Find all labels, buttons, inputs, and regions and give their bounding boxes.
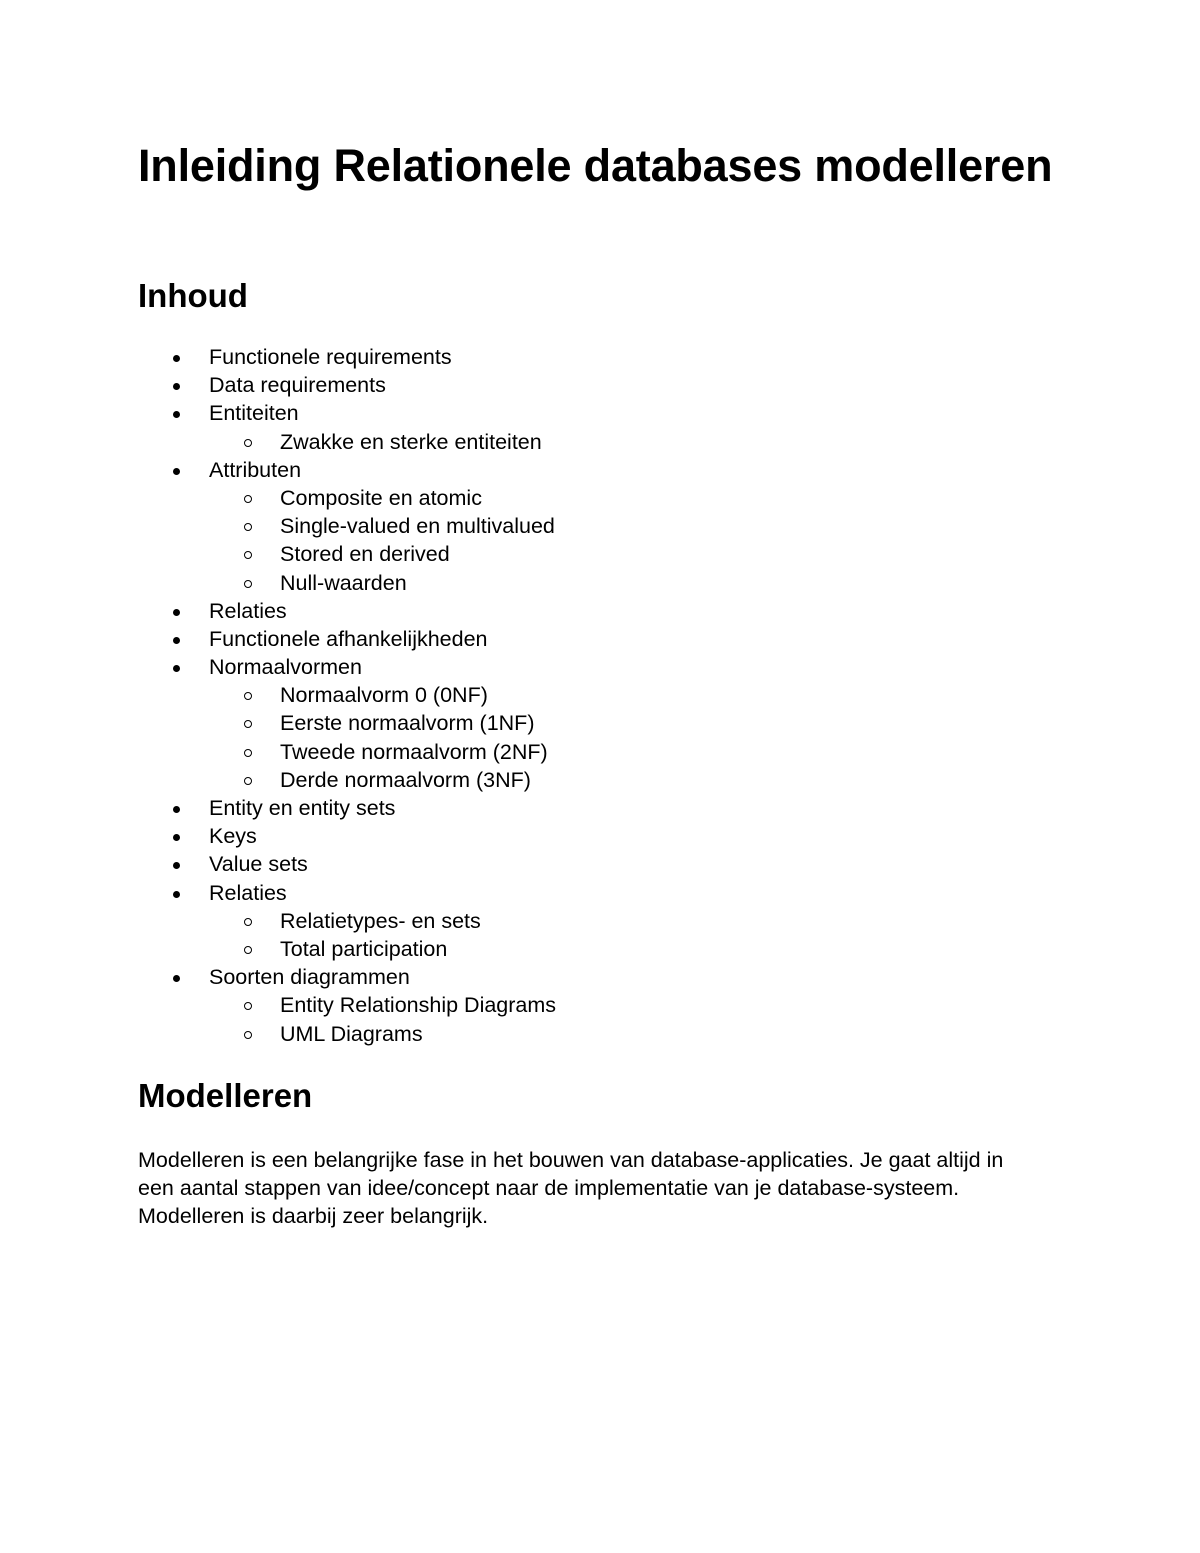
toc-item-text: Functionele requirements	[209, 345, 452, 369]
toc-item-text: UML Diagrams	[280, 1021, 423, 1046]
bullet-circle-icon	[244, 439, 252, 447]
toc-subitem	[138, 484, 556, 512]
toc-item-text: Normaalvormen	[209, 655, 362, 680]
toc-item-text: Relatietypes- en sets	[280, 908, 481, 933]
bullet-disc-icon	[173, 637, 180, 644]
toc-item-text: Entiteiten	[209, 401, 299, 426]
toc-item-text: Relaties	[209, 598, 287, 623]
bullet-circle-icon	[244, 495, 252, 503]
toc-item	[138, 963, 556, 991]
bullet-disc-icon	[173, 862, 180, 869]
bullet-circle-icon	[244, 580, 252, 588]
toc-item	[138, 597, 556, 625]
bullet-disc-icon	[173, 468, 180, 475]
section-body-paragraph: Modelleren is een belangrijke fase in het bouwen van database-applicaties. Je gaat altijd in een aantal stappen van idee/concept naar de implementatie van je database-systeem. Modelleren is daarbij zeer belangrijk.	[138, 1148, 1004, 1229]
toc-subitem	[138, 681, 556, 709]
toc-item-text: Functionele afhankelijkheden	[209, 626, 488, 651]
bullet-disc-icon	[173, 834, 180, 841]
toc-subitem	[138, 1020, 556, 1048]
toc-item	[138, 456, 556, 484]
toc-item-text: Derde normaalvorm (3NF)	[280, 767, 531, 792]
toc-item-text: Entity Relationship Diagrams	[280, 993, 557, 1018]
section-heading-modelleren: Modelleren	[138, 1077, 313, 1114]
toc-item	[138, 399, 556, 427]
toc-subitem	[138, 569, 556, 597]
bullet-disc-icon	[173, 383, 180, 390]
toc-item-text: Composite en atomic	[280, 485, 482, 510]
toc-subitem	[138, 709, 556, 737]
toc-item	[138, 879, 556, 907]
toc-item-text: Eerste normaalvorm (1NF)	[280, 711, 535, 736]
bullet-circle-icon	[244, 918, 252, 926]
toc-item-text: Stored en derived	[280, 542, 450, 567]
toc-list	[138, 343, 556, 1048]
toc-subitem	[138, 991, 556, 1019]
toc-item	[138, 343, 556, 371]
bullet-disc-icon	[173, 975, 180, 982]
toc-subitem	[138, 935, 556, 963]
toc-subitem	[138, 428, 556, 456]
document-title: Inleiding Relationele databases modelleren	[138, 140, 1053, 191]
toc-item	[138, 794, 556, 822]
toc-item-text: Entity en entity sets	[209, 796, 396, 820]
toc-item	[138, 371, 556, 399]
toc-item-text: Total participation	[280, 936, 448, 961]
toc-item-text: Data requirements	[209, 373, 386, 398]
bullet-disc-icon	[173, 891, 180, 898]
bullet-circle-icon	[244, 777, 252, 785]
bullet-disc-icon	[173, 411, 180, 418]
bullet-disc-icon	[173, 806, 180, 813]
bullet-disc-icon	[173, 609, 180, 616]
bullet-disc-icon	[173, 355, 180, 362]
toc-item	[138, 822, 556, 850]
bullet-circle-icon	[244, 749, 252, 757]
toc-item-text: Attributen	[209, 457, 302, 482]
bullet-disc-icon	[173, 665, 180, 672]
bullet-circle-icon	[244, 1031, 252, 1039]
bullet-circle-icon	[244, 1002, 252, 1010]
toc-item-text: Zwakke en sterke entiteiten	[280, 429, 542, 454]
bullet-circle-icon	[244, 551, 252, 559]
toc-subitem	[138, 738, 556, 766]
toc-item-text: Normaalvorm 0 (0NF)	[280, 683, 488, 708]
bullet-circle-icon	[244, 720, 252, 728]
toc-item-text: Soorten diagrammen	[209, 965, 410, 990]
bullet-circle-icon	[244, 523, 252, 531]
toc-item-text: Single-valued en multivalued	[280, 514, 555, 539]
bullet-circle-icon	[244, 946, 252, 954]
toc-item-text: Relaties	[209, 880, 287, 905]
toc-item	[138, 653, 556, 681]
toc-subitem	[138, 512, 556, 540]
toc-item	[138, 850, 556, 878]
toc-item-text: Tweede normaalvorm (2NF)	[280, 739, 548, 764]
toc-subitem	[138, 540, 556, 568]
toc-subitem	[138, 766, 556, 794]
toc-item-text: Value sets	[209, 852, 308, 877]
toc-heading: Inhoud	[138, 277, 248, 314]
toc-item-text: Null-waarden	[280, 570, 407, 595]
toc-item	[138, 625, 556, 653]
toc-subitem	[138, 907, 556, 935]
toc-item-text: Keys	[209, 824, 257, 849]
bullet-circle-icon	[244, 692, 252, 700]
